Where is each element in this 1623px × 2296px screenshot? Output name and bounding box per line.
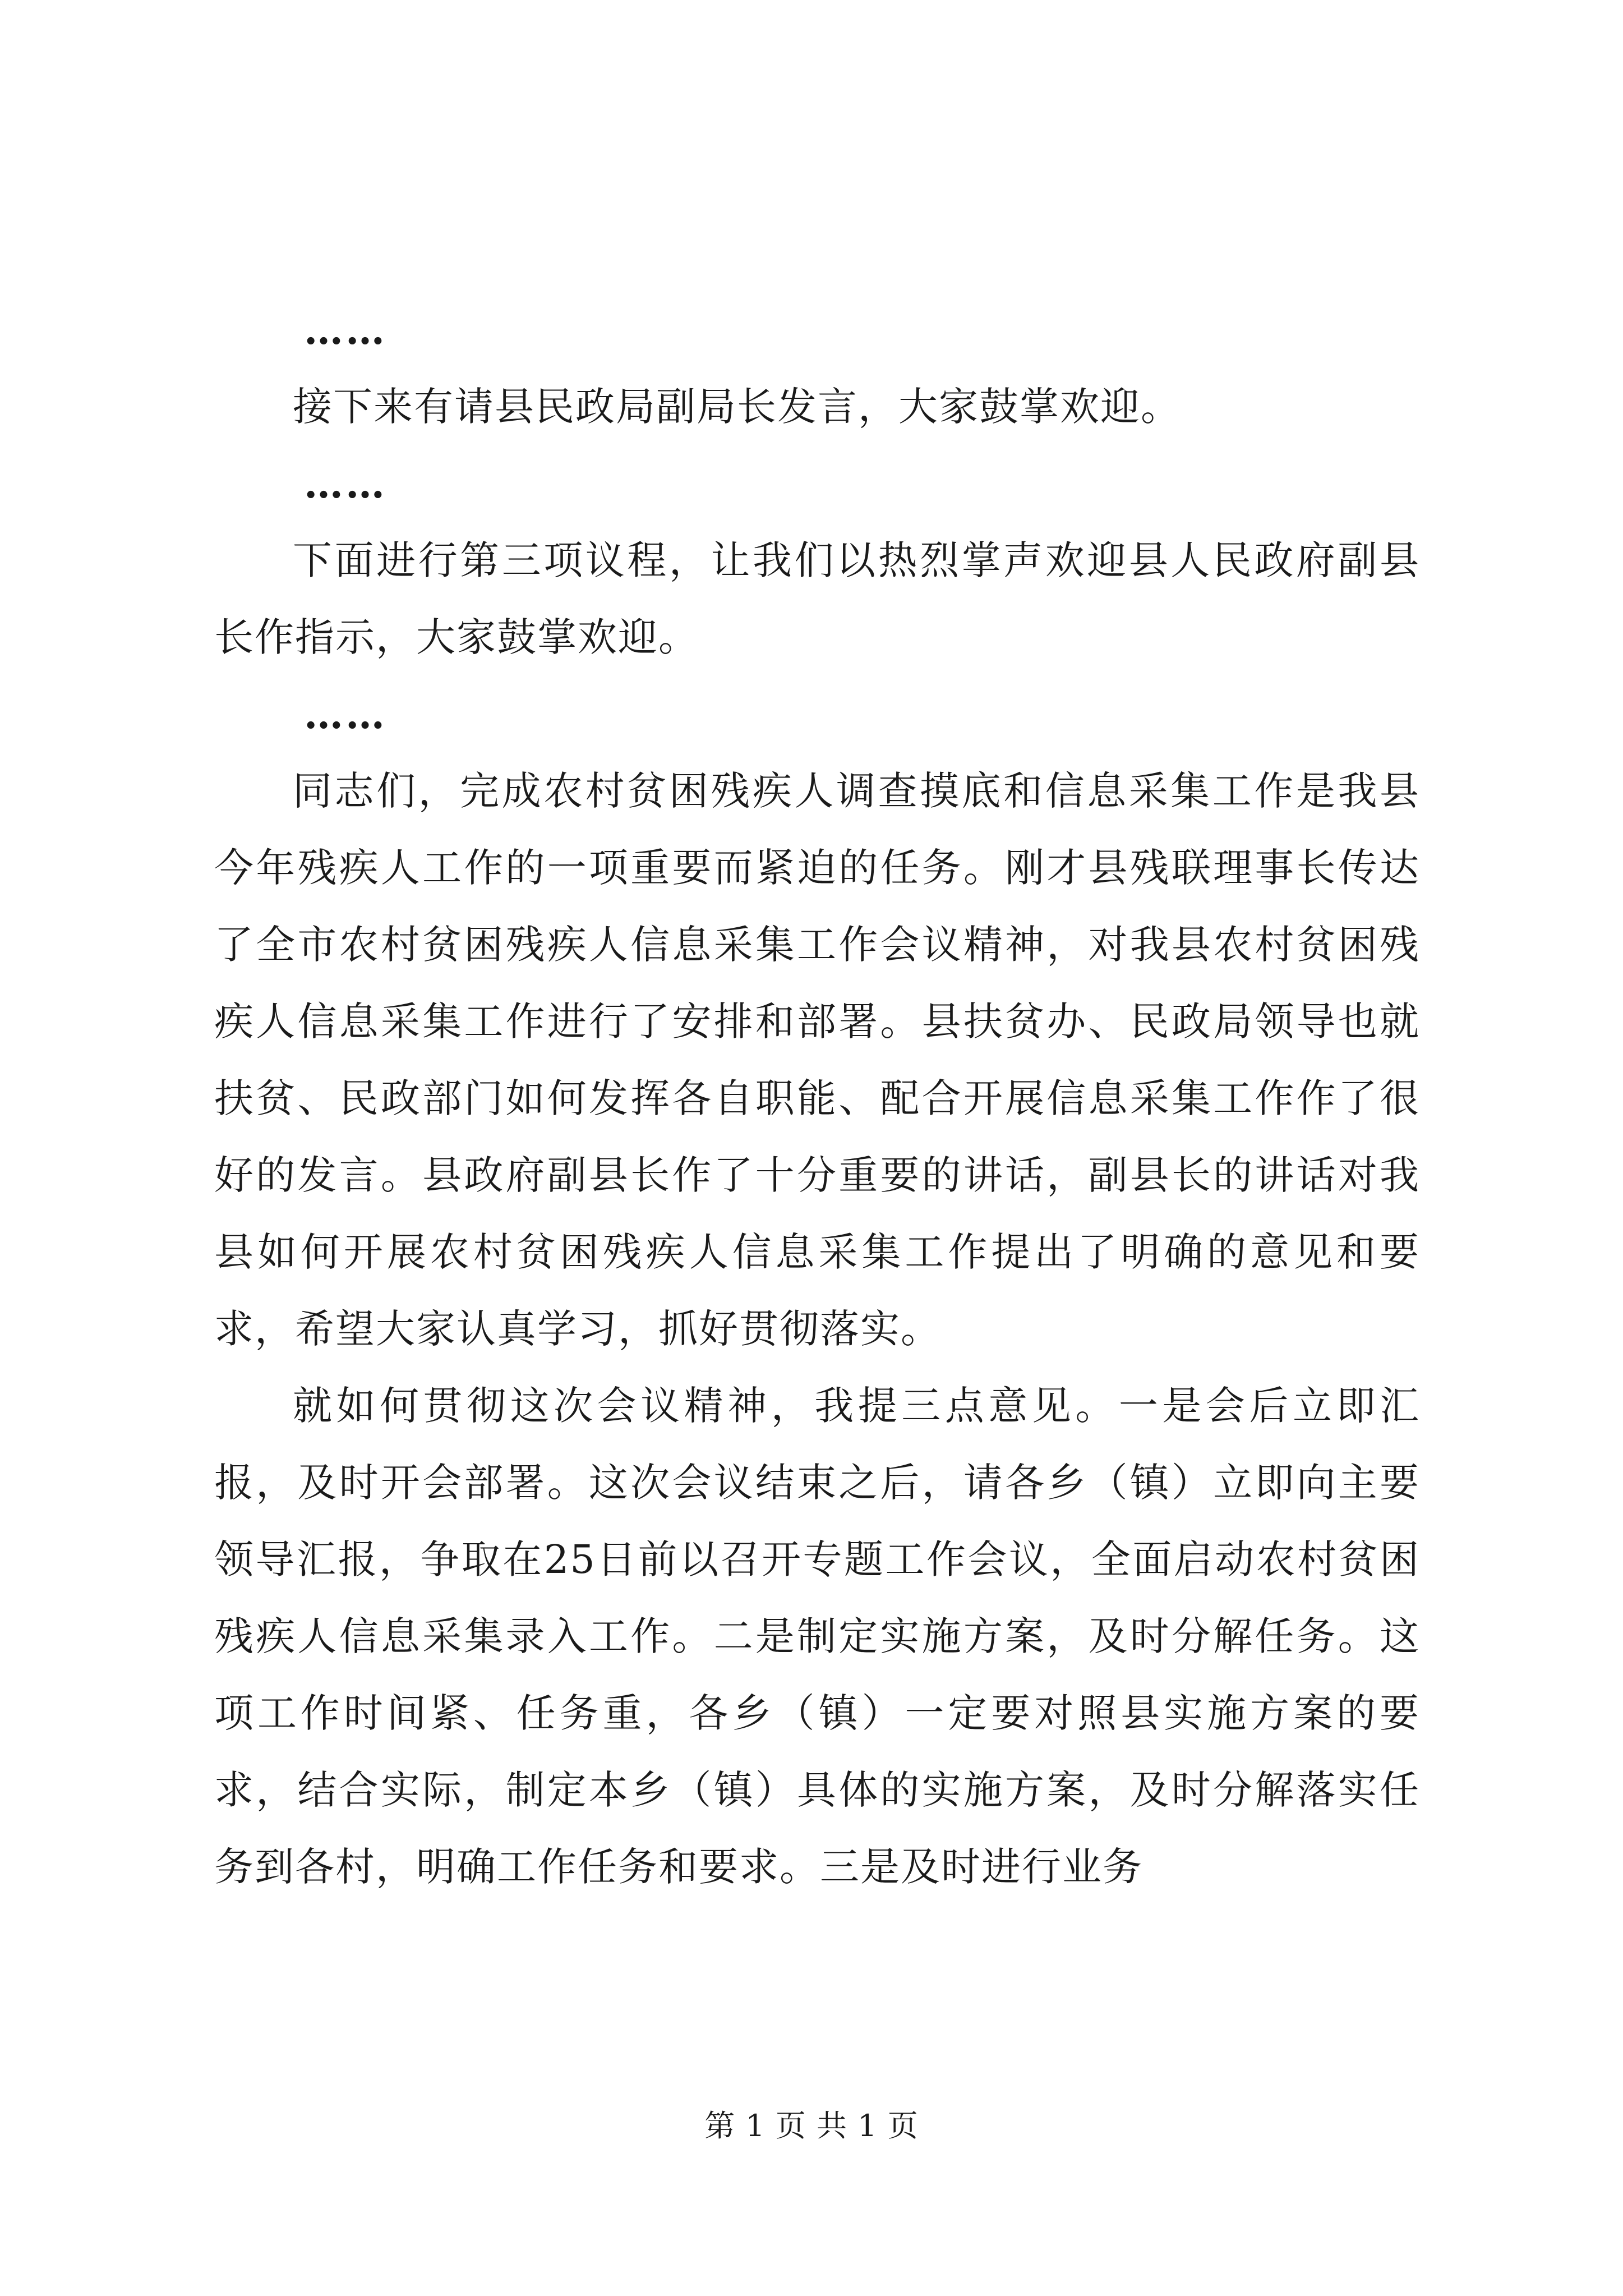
paragraph: 接下来有请县民政局副局长发言，大家鼓掌欢迎。	[293, 384, 1181, 430]
document-body	[214, 292, 1420, 1906]
ellipsis-separator: ……	[304, 307, 387, 353]
paragraph: 下面进行第三项议程，让我们以热烈掌声欢迎县人民政府副县长作指示，大家鼓掌欢迎。	[214, 537, 1420, 660]
ellipsis-separator: ……	[304, 691, 387, 738]
paragraph: 就如何贯彻这次会议精神，我提三点意见。一是会后立即汇报，及时开会部署。这次会议结束之后，请各乡（镇）立即向主要领导汇报，争取在25日前以召开专题工作会议，全面启动农村贫困残疾人信息采集录入工作。二是制定实施方案，及时分解任务。这项工作时间紧、任务重，各乡（镇）一定要对照县实施方案的要求，结合实际，制定本乡（镇）具体的实施方案，及时分解落实任务到各村，明确工作任务和要求。三是及时进行业务	[214, 1383, 1420, 1890]
paragraph: 同志们，完成农村贫困残疾人调查摸底和信息采集工作是我县今年残疾人工作的一项重要而紧迫的任务。刚才县残联理事长传达了全市农村贫困残疾人信息采集工作会议精神，对我县农村贫困残疾人信息采集工作进行了安排和部署。县扶贫办、民政局领导也就扶贫、民政部门如何发挥各自职能、配合开展信息采集工作作了很好的发言。县政府副县长作了十分重要的讲话，副县长的讲话对我县如何开展农村贫困残疾人信息采集工作提出了明确的意见和要求，希望大家认真学习，抓好贯彻落实。	[214, 768, 1420, 1352]
page-footer: 第 1 页 共 1 页	[704, 2108, 919, 2143]
ellipsis-separator: ……	[304, 461, 387, 507]
